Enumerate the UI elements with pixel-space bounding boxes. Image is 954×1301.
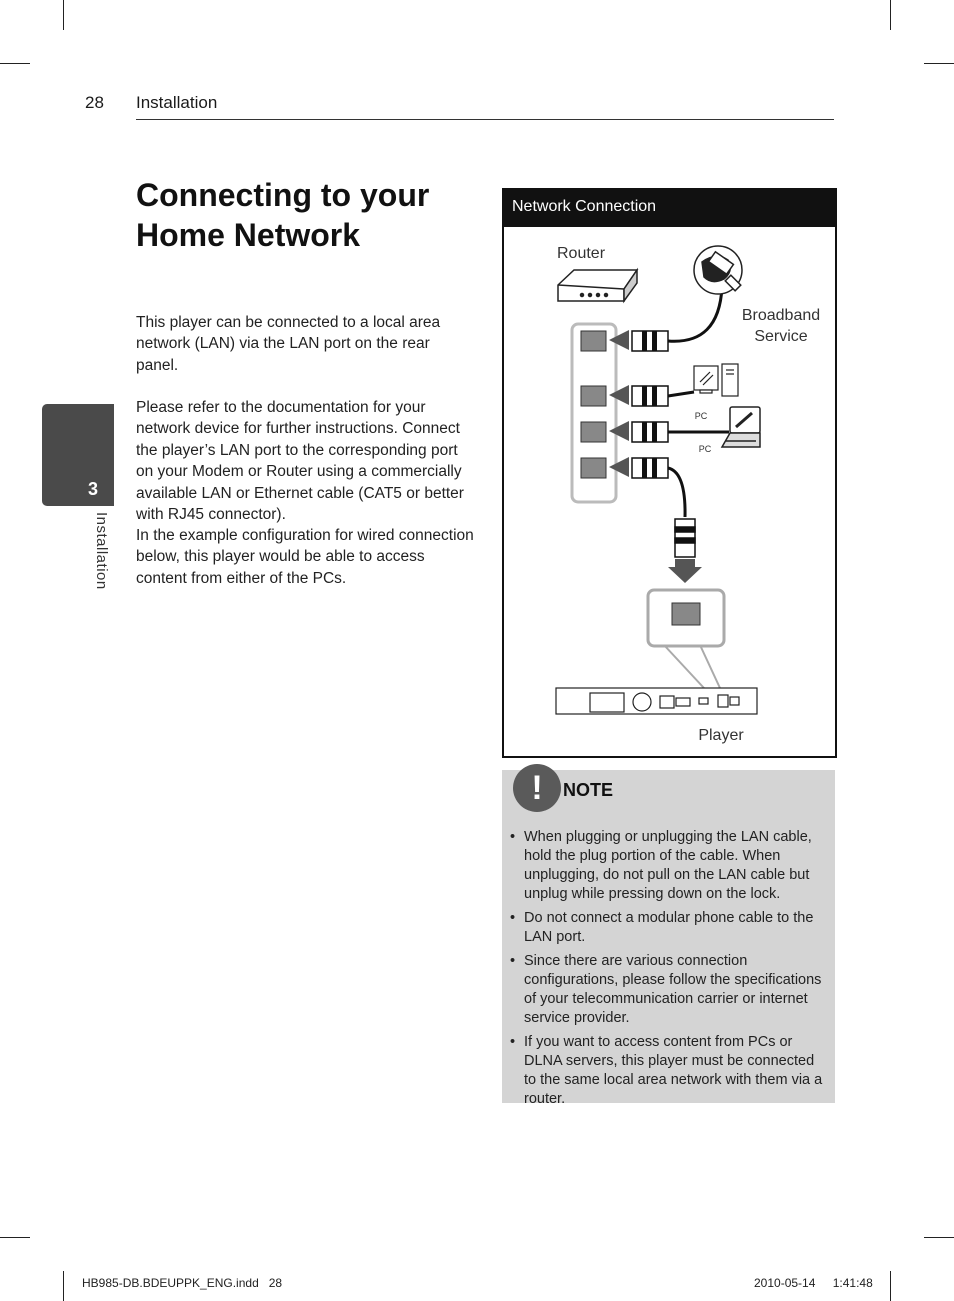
footer-timestamp <box>754 1276 873 1290</box>
laptop-icon <box>722 407 760 447</box>
rj45-plug-icon <box>632 422 668 442</box>
note-list <box>510 828 829 1114</box>
player-rear-panel-icon <box>556 688 757 714</box>
note-item: • If you want to access content from PCs or DLNA servers, this player must be connected to the same local area network with them via a router. <box>510 1034 823 1107</box>
diagram-illustration <box>504 227 835 754</box>
pc-desktop-label: PC <box>694 411 708 421</box>
crop-mark <box>890 0 891 30</box>
pc-cable <box>668 392 694 396</box>
crop-mark <box>0 1237 30 1238</box>
page-title: Connecting to your Home Network <box>136 177 430 253</box>
arrow-down-icon <box>668 559 702 583</box>
instructions-paragraph: Please refer to the documentation for your network device for further instructions. Connect the player’s LAN port to the corresponding port on your Modem or Router using a commercially available LAN or Ethernet cable (CAT5 or better with RJ45 connector). <box>136 399 464 524</box>
crop-mark <box>924 63 954 64</box>
router-icon <box>558 270 637 301</box>
crop-mark <box>0 63 30 64</box>
player-lan-port-callout <box>648 590 726 701</box>
pc-laptop-label: PC <box>698 444 712 454</box>
exclamation-icon: ! <box>513 764 561 812</box>
chapter-tab-label: Installation <box>93 512 110 590</box>
note-title: NOTE <box>563 780 614 800</box>
note-item: • When plugging or unplugging the LAN cable, hold the plug portion of the cable. When unplugging, do not pull on the LAN cable but unplug while pressing down on the lock. <box>510 829 812 902</box>
rj45-plug-icon <box>632 458 668 478</box>
player-label: Player <box>698 727 744 744</box>
rj45-plug-icon <box>632 386 668 406</box>
crop-mark <box>924 1237 954 1238</box>
page-number: 28 <box>85 93 104 112</box>
header-rule <box>136 119 834 120</box>
note-item: • Do not connect a modular phone cable to the LAN port. <box>510 910 814 945</box>
diagram-header: Network Connection <box>504 190 835 227</box>
note-item: • Since there are various connection configurations, please follow the specifications of your telecommunication carrier or internet service provider. <box>510 953 822 1026</box>
running-header: Installation <box>136 93 218 112</box>
footer-filename: HB985-DB.BDEUPPK_ENG.indd 28 <box>82 1276 283 1290</box>
note-box <box>502 769 835 1107</box>
intro-paragraph: This player can be connected to a local area network (LAN) via the LAN port on the rear panel. <box>136 314 441 374</box>
router-label: Router <box>557 245 606 262</box>
crop-mark <box>890 1271 891 1301</box>
crop-mark <box>63 1271 64 1301</box>
broadband-label: Broadband <box>741 307 821 324</box>
player-cable <box>668 468 685 517</box>
footer-time: 1:41:48 <box>832 1276 873 1290</box>
crop-mark <box>63 0 64 30</box>
chapter-tab <box>42 404 114 506</box>
rj45-plug-icon <box>632 331 668 351</box>
globe-icon <box>694 246 742 294</box>
network-connection-diagram <box>502 188 837 758</box>
broadband-cable <box>668 287 722 341</box>
router-port-panel <box>572 324 616 502</box>
service-label: Service <box>754 328 808 345</box>
chapter-number: 3 <box>87 479 98 499</box>
example-paragraph: In the example configuration for wired connection below, this player would be able to access content from either of the PCs. <box>136 527 474 587</box>
rj45-plug-icon <box>675 519 695 557</box>
desktop-pc-icon <box>694 364 738 396</box>
footer-date: 2010-05-14 <box>754 1276 816 1290</box>
